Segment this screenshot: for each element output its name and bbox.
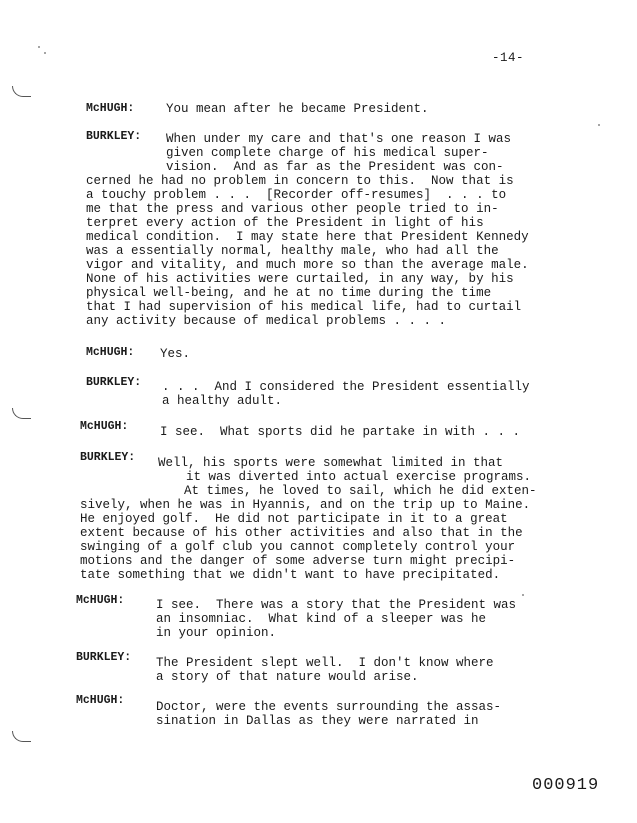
scan-speck (38, 46, 40, 48)
dialogue-line: The President slept well. I don't know where (156, 656, 494, 670)
dialogue-line: me that the press and various other people tried to in- (86, 202, 499, 216)
punch-hole-mark (12, 408, 31, 419)
speaker-label: McHUGH: (86, 102, 135, 115)
dialogue-line: medical condition. I may state here that President Kennedy (86, 230, 529, 244)
scan-speck (598, 124, 600, 126)
dialogue-line: that I had supervision of his medical life, had to curtail (86, 300, 522, 314)
dialogue-line: vigor and vitality, and much more so than the average male. (86, 258, 529, 272)
dialogue-line: At times, he loved to sail, which he did exten- (184, 484, 537, 498)
dialogue-line: When under my care and that's one reason I was (166, 132, 512, 146)
dialogue-line: cerned he had no problem in concern to this. Now that is (86, 174, 514, 188)
dialogue-line: an insomniac. What kind of a sleeper was he (156, 612, 487, 626)
dialogue-line: a story of that nature would arise. (156, 670, 419, 684)
punch-hole-mark (12, 86, 31, 97)
dialogue-line: in your opinion. (156, 626, 277, 640)
speaker-label: BURKLEY: (86, 376, 142, 389)
dialogue-line: terpret every action of the President in light of his (86, 216, 484, 230)
dialogue-line: a healthy adult. (162, 394, 283, 408)
dialogue-line: sively, when he was in Hyannis, and on the trip up to Maine. (80, 498, 531, 512)
dialogue-line: I see. What sports did he partake in with . . . (160, 425, 521, 439)
dialogue-line: a touchy problem . . . [Recorder off-resumes] . . . to (86, 188, 507, 202)
speaker-label: BURKLEY: (86, 130, 142, 143)
page-number: -14- (492, 51, 525, 65)
speaker-label: BURKLEY: (76, 651, 132, 664)
dialogue-line: Yes. (160, 347, 191, 361)
dialogue-line: You mean after he became President. (166, 102, 429, 116)
dialogue-line: it was diverted into actual exercise programs. (186, 470, 532, 484)
speaker-label: McHUGH: (86, 346, 135, 359)
dialogue-line: extent because of his other activities and also that in the (80, 526, 523, 540)
dialogue-line: Well, his sports were somewhat limited in that (158, 456, 504, 470)
punch-hole-mark (12, 731, 31, 742)
document-stamp-number: 000919 (532, 776, 600, 795)
speaker-label: McHUGH: (76, 594, 125, 607)
speaker-label: McHUGH: (80, 420, 129, 433)
dialogue-line: given complete charge of his medical super- (166, 146, 489, 160)
dialogue-line: was a essentially normal, healthy male, who had all the (86, 244, 499, 258)
speaker-label: BURKLEY: (80, 451, 136, 464)
dialogue-line: . . . And I considered the President essentially (162, 380, 530, 394)
speaker-label: McHUGH: (76, 694, 125, 707)
dialogue-line: None of his activities were curtailed, in any way, by his (86, 272, 514, 286)
dialogue-line: any activity because of medical problems . . . . (86, 314, 447, 328)
dialogue-line: swinging of a golf club you cannot completely control your (80, 540, 516, 554)
dialogue-line: He enjoyed golf. He did not participate in it to a great (80, 512, 508, 526)
scan-speck (522, 594, 524, 596)
dialogue-line: physical well-being, and he at no time during the time (86, 286, 492, 300)
dialogue-line: motions and the danger of some adverse turn might precipi- (80, 554, 516, 568)
dialogue-line: tate something that we didn't want to have precipitated. (80, 568, 501, 582)
dialogue-line: Doctor, were the events surrounding the assas- (156, 700, 502, 714)
dialogue-line: sination in Dallas as they were narrated in (156, 714, 479, 728)
dialogue-line: I see. There was a story that the President was (156, 598, 517, 612)
scan-speck (44, 52, 46, 54)
dialogue-line: vision. And as far as the President was con- (166, 160, 504, 174)
